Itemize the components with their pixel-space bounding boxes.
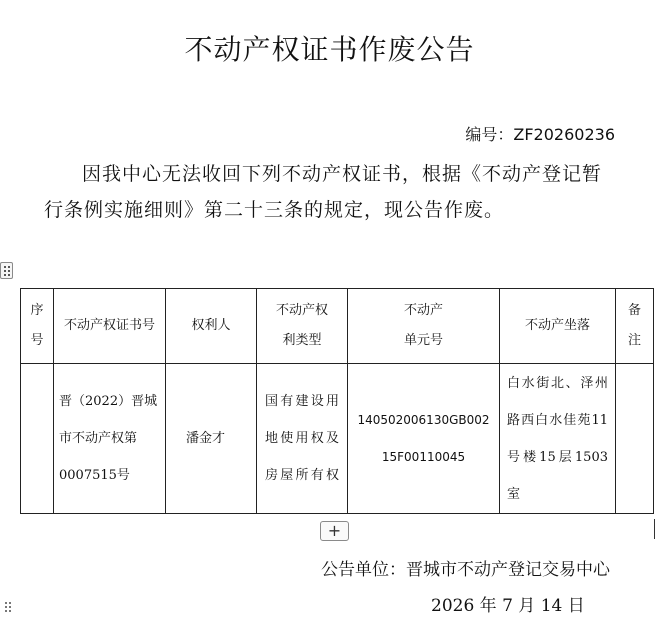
cell-cert-no[interactable]: 晋（2022）晋城市不动产权第0007515号 — [54, 364, 166, 514]
drag-handle-icon[interactable] — [4, 600, 12, 614]
cell-location[interactable]: 白水街北、泽州路西白水佳苑11号楼15层1503室 — [500, 364, 616, 514]
cell-unit-no[interactable]: 140502006130GB00215F00110045 — [348, 364, 500, 514]
header-unit-no[interactable]: 不动产单元号 — [348, 289, 500, 364]
header-seq[interactable]: 序号 — [21, 289, 54, 364]
document-title: 不动产权证书作废公告 — [184, 33, 475, 66]
add-row-button[interactable] — [320, 521, 349, 541]
cell-owner[interactable]: 潘金才 — [166, 364, 257, 514]
cell-right-type[interactable]: 国有建设用地使用权及房屋所有权 — [257, 364, 348, 514]
header-owner[interactable]: 权利人 — [166, 289, 257, 364]
void-certificate-table — [20, 288, 654, 514]
table-move-handle-icon[interactable] — [0, 262, 13, 279]
header-right-type[interactable]: 不动产权利类型 — [257, 289, 348, 364]
header-location[interactable]: 不动产坐落 — [500, 289, 616, 364]
header-cert-no[interactable]: 不动产权证书号 — [54, 289, 166, 364]
cell-remark[interactable] — [616, 364, 654, 514]
issuer-line: 公告单位：晋城市不动产登记交易中心 — [321, 560, 610, 580]
table-row — [21, 364, 654, 514]
issue-date: 2026 年 7 月 14 日 — [431, 596, 585, 616]
plus-icon: + — [327, 521, 342, 540]
text-cursor — [654, 519, 655, 539]
header-remark[interactable]: 备注 — [616, 289, 654, 364]
document-number: 编号：ZF20260236 — [465, 125, 615, 144]
cell-seq[interactable] — [21, 364, 54, 514]
body-paragraph[interactable]: 因我中心无法收回下列不动产权证书，根据《不动产登记暂行条例实施细则》第二十三条的规定，现公告作废。 — [44, 163, 603, 221]
table-header-row — [21, 289, 654, 364]
